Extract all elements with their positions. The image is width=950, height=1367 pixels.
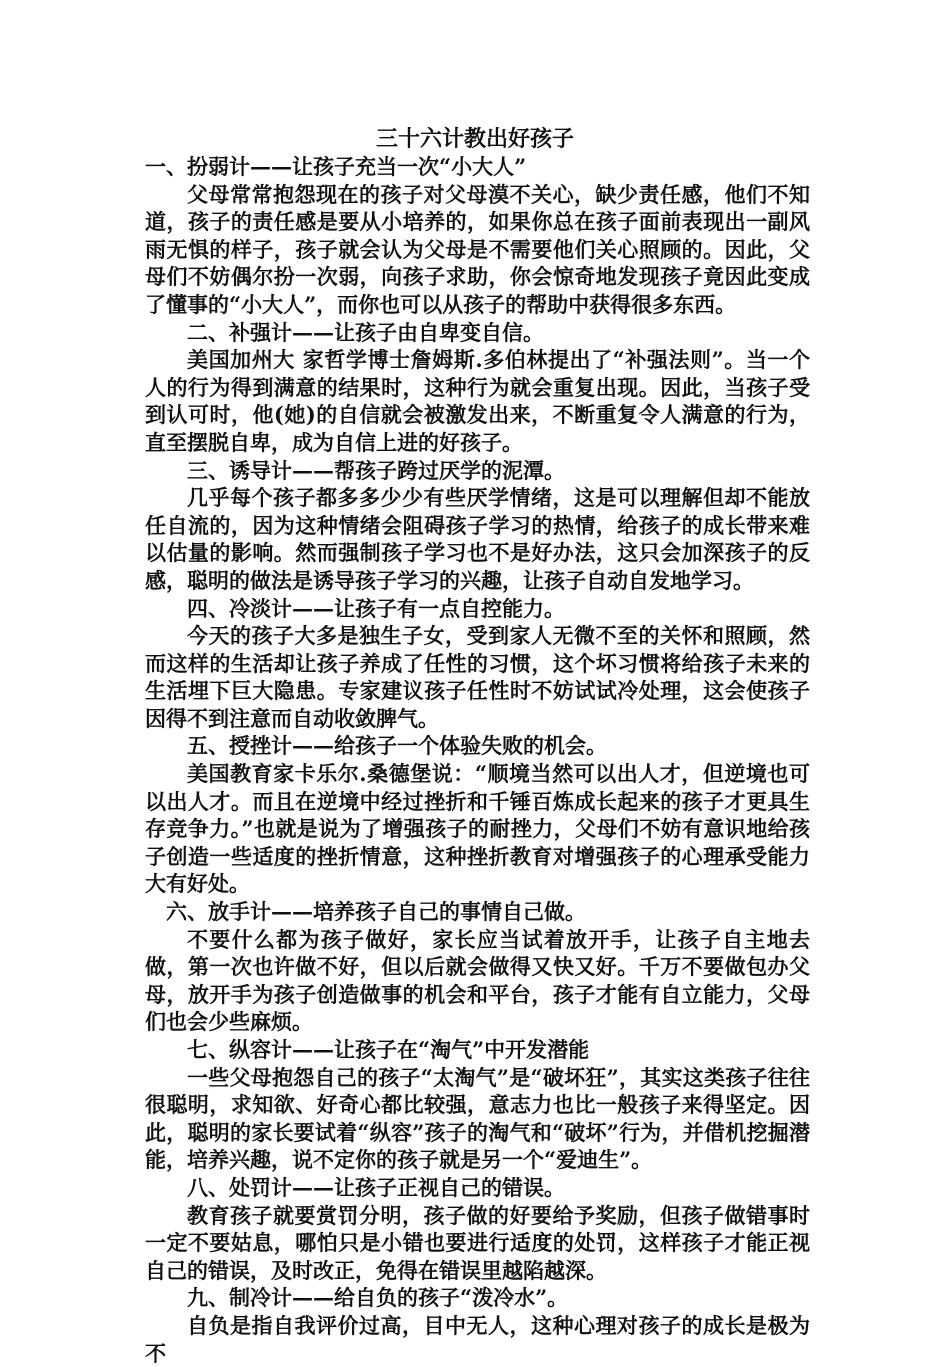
section-heading-6: 六、放手计——培养孩子自己的事情自己做。 [166, 899, 586, 925]
section-body-8: 教育孩子就要赏罚分明，孩子做的好要给予奖励，但孩子做错事时一定不要姑息，哪怕只是小错也要进行适度的处罚，这样孩子才能正视自己的错误，及时改正，免得在错误里越陷越深。 [145, 1202, 810, 1283]
section-heading-9: 九、制冷计——给自负的孩子“泼冷水”。 [187, 1285, 569, 1311]
section-heading-1: 一、扮弱计——让孩子充当一次“小大人” [145, 154, 527, 179]
section-body-4: 今天的孩子大多是独生子女，受到家人无微不至的关怀和照顾，然而这样的生活却让孩子养成了任性的习惯，这个坏习惯将给孩子未来的生活埋下巨大隐患。专家建议孩子任性时不妨试试冷处理，这会使孩子因得不到注意而自动收敛脾气。 [145, 623, 810, 731]
section-body-2: 美国加州大 家哲学博士詹姆斯.多伯林提出了“补强法则”。当一个人的行为得到满意的结果时，这种行为就会重复出现。因此，当孩子受到认可时，他(她)的自信就会被激发出来，不断重复令人满意的行为，直至摆脱自卑，成为自信上进的好孩子。 [145, 347, 810, 455]
section-heading-4: 四、冷淡计——让孩子有一点自控能力。 [187, 595, 565, 621]
section-body-3: 几乎每个孩子都多多少少有些厌学情绪，这是可以理解但却不能放任自流的，因为这种情绪会阻碍孩子学习的热情，给孩子的成长带来难以估量的影响。然而强制孩子学习也不是好办法，这只会加深孩子的反感，聪明的做法是诱导孩子学习的兴趣，让孩子自动自发地学习。 [145, 485, 810, 593]
section-body-7: 一些父母抱怨自己的孩子“太淘气”是“破坏狂”，其实这类孩子往往很聪明，求知欲、好奇心都比较强，意志力也比一般孩子来得坚定。因此，聪明的家长要试着“纵容”孩子的淘气和“破坏”行为，并借机挖掘潜能，培养兴趣，说不定你的孩子就是另一个“爱迪生”。 [145, 1064, 810, 1173]
section-heading-2: 二、补强计——让孩子由自卑变自信。 [187, 319, 544, 345]
section-heading-7: 七、纵容计——让孩子在“淘气”中开发潜能 [187, 1037, 590, 1062]
document-title: 三十六计教出好孩子 [375, 126, 574, 152]
document-body [145, 153, 810, 1367]
section-body-5: 美国教育家卡乐尔.桑德堡说：“顺境当然可以出人才，但逆境也可以出人才。而且在逆境中经过挫折和千锤百炼成长起来的孩子才更具生存竞争力。”也就是说为了增强孩子的耐挫力，父母们不妨有意识地给孩子创造一些适度的挫折情意，这种挫折教育对增强孩子的心理承受能力大有好处。 [145, 761, 810, 897]
section-heading-8: 八、处罚计——让孩子正视自己的错误。 [187, 1174, 565, 1200]
section-body-1: 父母常常抱怨现在的孩子对父母漠不关心，缺少责任感，他们不知道，孩子的责任感是要从小培养的，如果你总在孩子面前表现出一副风雨无惧的样子，孩子就会认为父母是不需要他们关心照顾的。因此，父母们不妨偶尔扮一次弱，向孩子求助，你会惊奇地发现孩子竟因此变成了懂事的“小大人”，而你也可以从孩子的帮助中获得很多东西。 [145, 181, 810, 317]
section-body-9: 自负是指自我评价过高，目中无人，这种心理对孩子的成长是极为不 [145, 1312, 810, 1366]
section-heading-5: 五、授挫计——给孩子一个体验失败的机会。 [187, 733, 607, 759]
section-heading-3: 三、诱导计——帮孩子跨过厌学的泥潭。 [187, 457, 565, 483]
section-body-6: 不要什么都为孩子做好，家长应当试着放开手，让孩子自主地去做，第一次也许做不好，但以后就会做得又快又好。千万不要做包办父母，放开手为孩子创造做事的机会和平台，孩子才能有自立能力，父母们也会少些麻烦。 [145, 926, 810, 1035]
